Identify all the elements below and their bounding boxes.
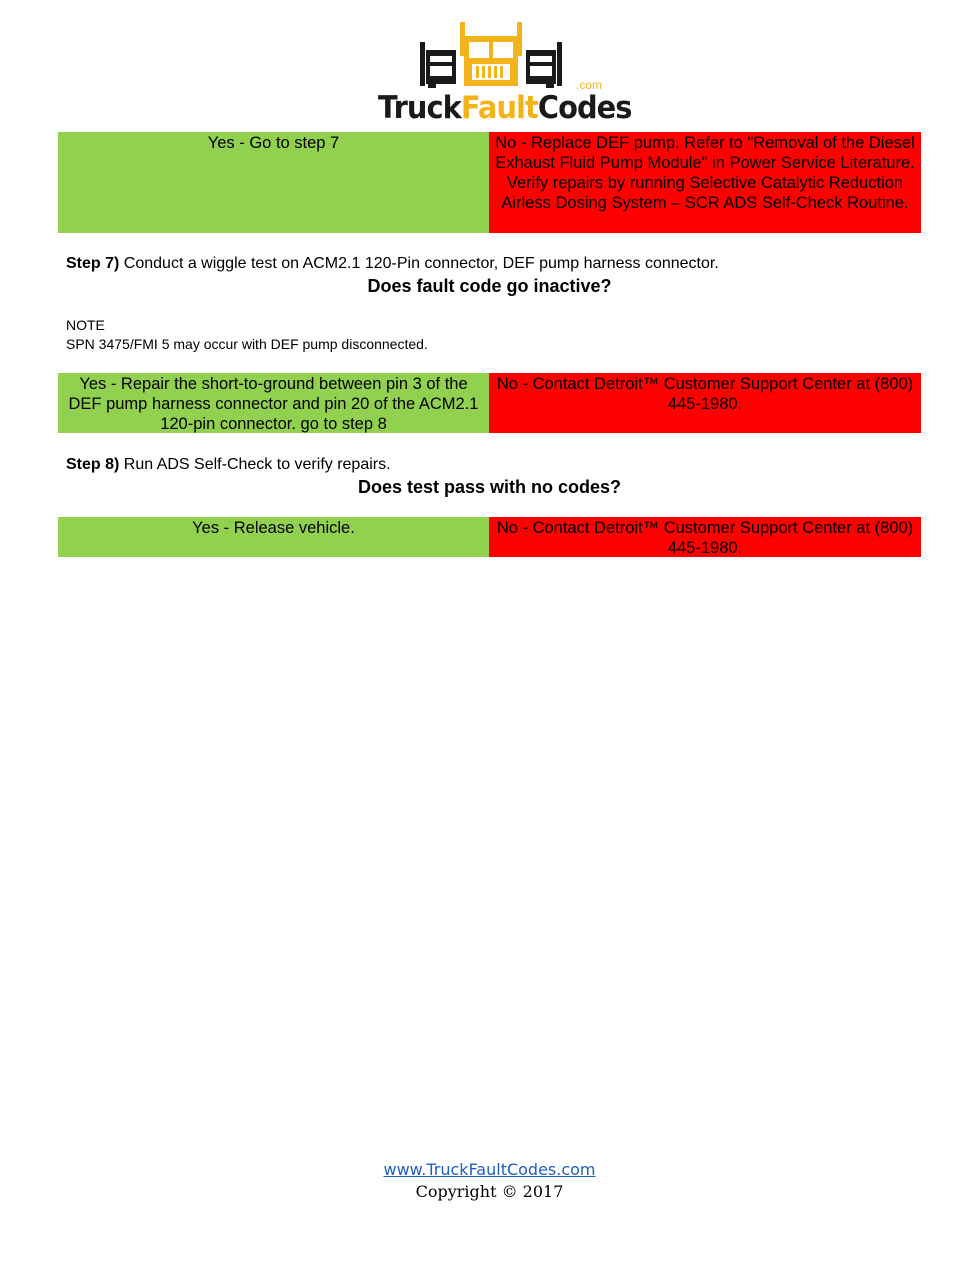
brand-logo: [378, 20, 632, 126]
step-8-question: Does test pass with no codes?: [357, 477, 622, 497]
yes-cell: Yes - Go to step 7: [58, 132, 489, 233]
yes-cell: Yes - Release vehicle.: [58, 517, 489, 557]
step-8-instruction: [66, 456, 391, 474]
logo-wordmark: [378, 90, 632, 126]
logo-truck-text: Truck: [378, 90, 461, 126]
no-cell: No - Replace DEF pump. Refer to "Removal of the Diesel Exhaust Fluid Pump Module" in Power Service Literature. Verify repairs by running Selective Catalytic Reduction Airless Dosing System – SCR ADS Self-Check Routine.: [489, 132, 921, 233]
logo-fault-text: Fault: [460, 90, 538, 126]
step-7-question: Does fault code go inactive?: [367, 276, 612, 296]
step-text: Run ADS Self-Check to verify repairs.: [119, 456, 391, 473]
no-cell: No - Contact Detroit™ Customer Support Center at (800) 445-1980.: [489, 517, 921, 557]
logo-codes-text: Codes: [537, 90, 632, 126]
step-7-instruction: [66, 255, 719, 273]
copyright-text: Copyright © 2017: [415, 1182, 564, 1201]
decision-row-step8: [58, 517, 921, 557]
step-label: Step 8): [66, 456, 120, 473]
logo-com-text: .com: [576, 78, 603, 92]
step-text: Conduct a wiggle test on ACM2.1 120-Pin connector, DEF pump harness connector.: [119, 255, 719, 272]
note-text: SPN 3475/FMI 5 may occur with DEF pump disconnected.: [66, 336, 428, 352]
note-title: NOTE: [66, 317, 105, 333]
note-block: [66, 316, 428, 354]
yes-cell: Yes - Repair the short-to-ground between pin 3 of the DEF pump harness connector and pin 20 of the ACM2.1 120-pin connector. go to step 8: [58, 373, 489, 433]
truck-logo-icon: [418, 20, 564, 90]
website-link[interactable]: www.TruckFaultCodes.com: [383, 1160, 596, 1179]
decision-row-step6: [58, 132, 921, 233]
step-label: Step 7): [66, 255, 120, 272]
no-cell: No - Contact Detroit™ Customer Support Center at (800) 445-1980.: [489, 373, 921, 433]
page-footer: [0, 1160, 979, 1201]
decision-row-step7: [58, 373, 921, 433]
